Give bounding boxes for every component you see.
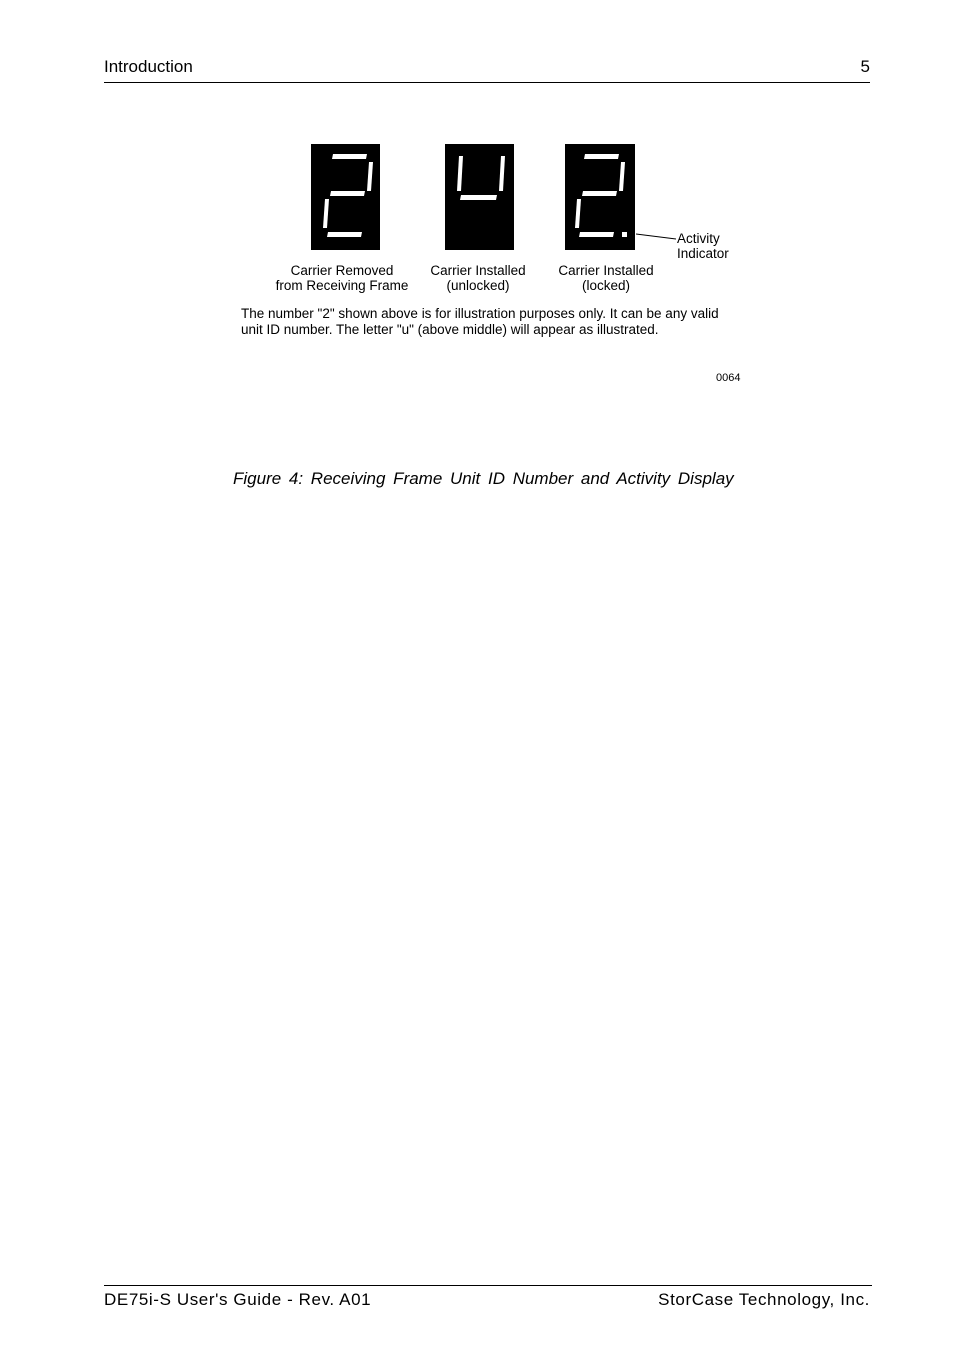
label-line1: Carrier Removed (290, 263, 394, 278)
label-line1: Carrier Installed (558, 263, 654, 278)
page-number: 5 (860, 57, 870, 76)
digit-2-with-point-glyph (565, 144, 635, 250)
footer-company: StorCase Technology, Inc. (658, 1290, 870, 1309)
label-line2: (locked) (581, 278, 630, 293)
header-rule (104, 82, 870, 83)
figure-caption: Figure 4: Receiving Frame Unit ID Number and Activity Display (233, 469, 734, 488)
activity-leader-line (636, 233, 678, 241)
activity-label-line1: Activity (677, 231, 720, 246)
seven-segment-display-locked (565, 144, 635, 250)
label-line2: from Receiving Frame (275, 278, 409, 293)
figure-id: 0064 (716, 372, 741, 384)
footer-guide-title: DE75i-S User's Guide - Rev. A01 (104, 1290, 372, 1309)
label-line2: (unlocked) (446, 278, 510, 293)
activity-indicator-dot (622, 232, 627, 237)
figure-note (241, 306, 719, 338)
label-carrier-locked (548, 263, 664, 293)
seven-segment-display-removed (311, 144, 380, 250)
section-title: Introduction (104, 57, 193, 76)
seven-segment-display-unlocked (445, 144, 514, 250)
activity-indicator-label (677, 231, 729, 261)
label-carrier-unlocked (420, 263, 536, 293)
activity-label-line2: Indicator (677, 246, 729, 261)
note-line1: The number "2" shown above is for illustration purposes only. It can be any valid (241, 306, 719, 321)
label-line1: Carrier Installed (430, 263, 526, 278)
digit-2-glyph (311, 144, 380, 250)
label-carrier-removed (262, 263, 422, 293)
note-line2: unit ID number. The letter "u" (above middle) will appear as illustrated. (241, 322, 659, 337)
letter-u-glyph (445, 144, 514, 250)
footer-rule (104, 1285, 872, 1286)
